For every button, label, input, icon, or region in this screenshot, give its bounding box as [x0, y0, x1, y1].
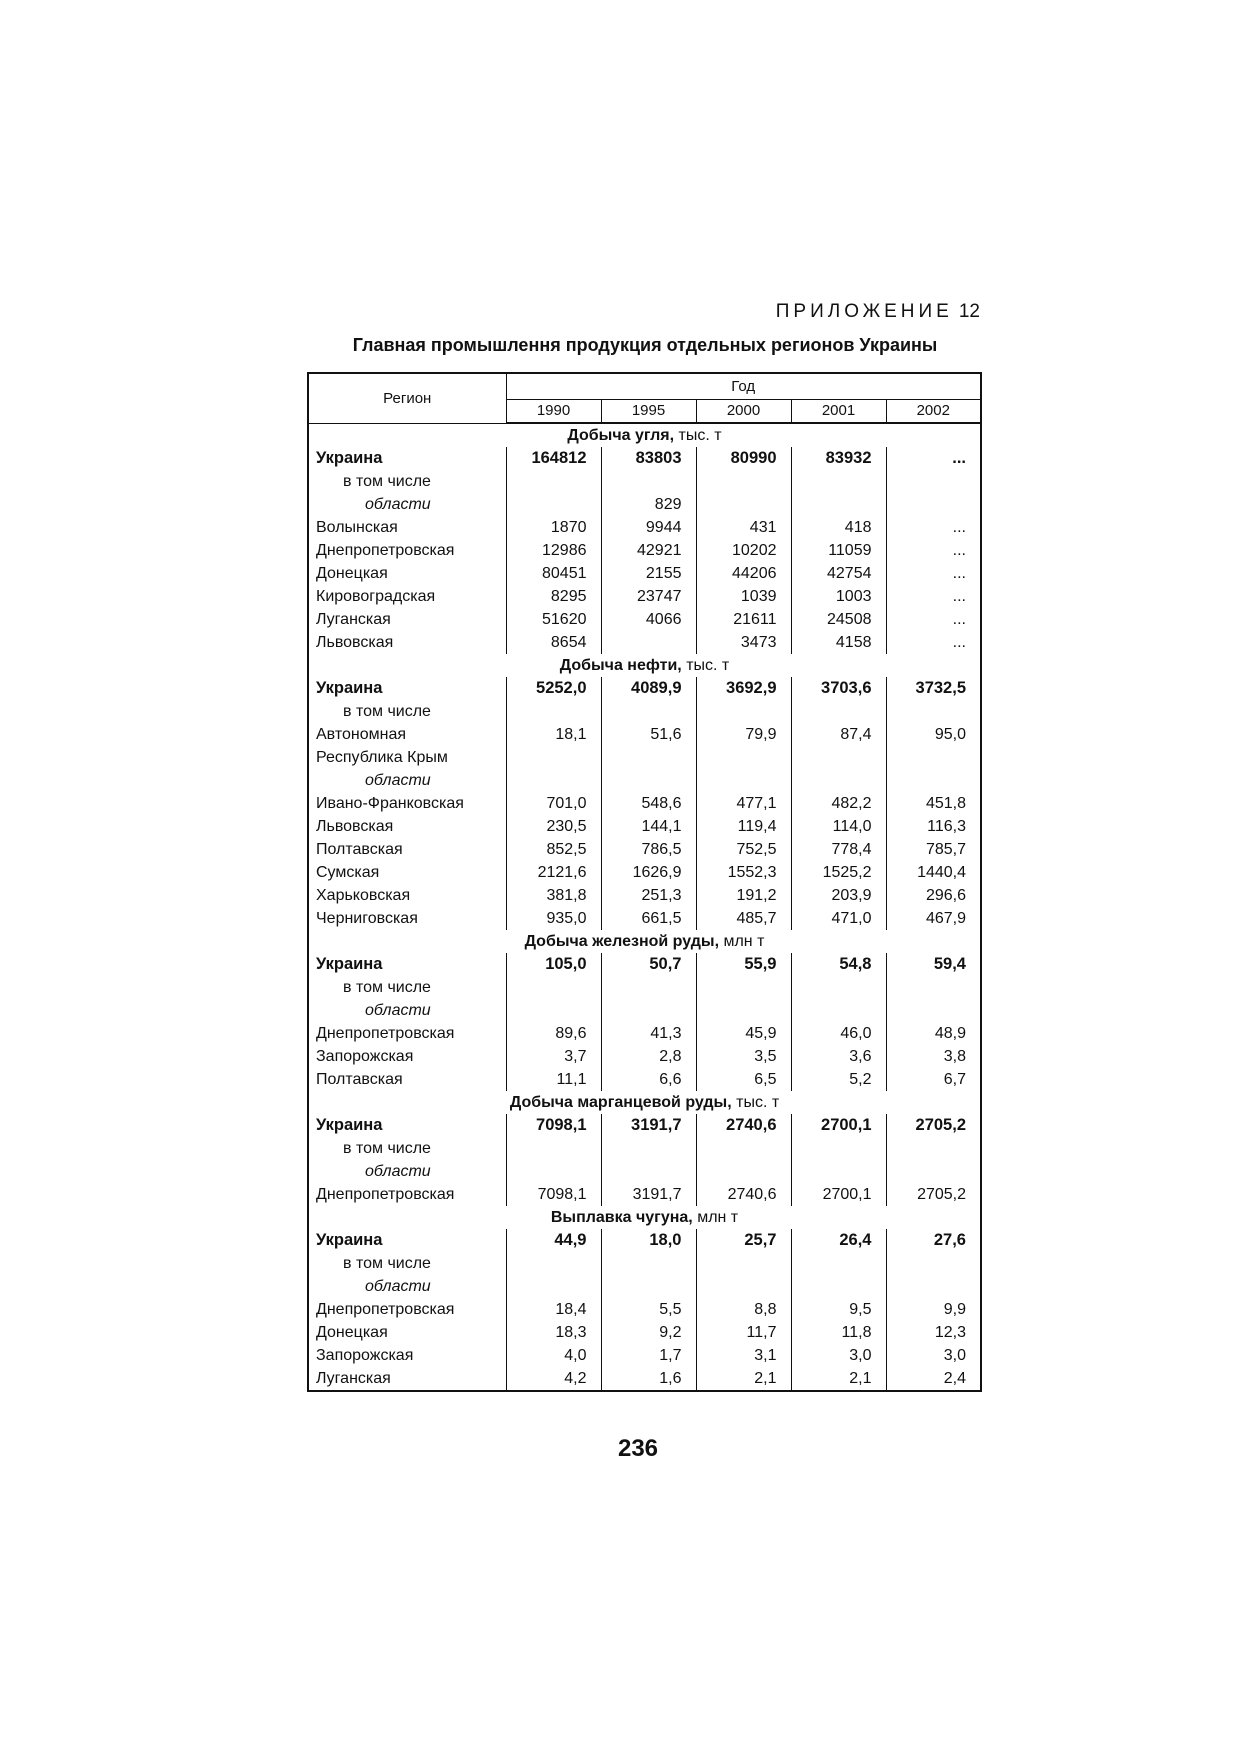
value-cell: 89,6 — [506, 1022, 601, 1045]
value-cell: 251,3 — [601, 884, 696, 907]
value-cell: 44,9 — [506, 1229, 601, 1252]
value-cell: 2,4 — [886, 1367, 981, 1391]
value-cell — [601, 1137, 696, 1160]
table-row — [308, 861, 981, 884]
table-row — [308, 1183, 981, 1206]
value-cell: 45,9 — [696, 1022, 791, 1045]
value-cell: 451,8 — [886, 792, 981, 815]
value-cell: ... — [886, 585, 981, 608]
region-cell: области — [308, 493, 506, 516]
region-cell: области — [308, 999, 506, 1022]
table-row — [308, 792, 981, 815]
value-cell: 46,0 — [791, 1022, 886, 1045]
value-cell: 1,7 — [601, 1344, 696, 1367]
value-cell — [791, 999, 886, 1022]
value-cell: 8295 — [506, 585, 601, 608]
table-row — [308, 1022, 981, 1045]
value-cell: 114,0 — [791, 815, 886, 838]
value-cell: 9,5 — [791, 1298, 886, 1321]
value-cell: 44206 — [696, 562, 791, 585]
table-row — [308, 884, 981, 907]
value-cell: ... — [886, 447, 981, 470]
value-cell: 2121,6 — [506, 861, 601, 884]
table-row — [308, 1229, 981, 1252]
region-cell: Харьковская — [308, 884, 506, 907]
value-cell: 12,3 — [886, 1321, 981, 1344]
value-cell: 4066 — [601, 608, 696, 631]
value-cell: 18,0 — [601, 1229, 696, 1252]
value-cell: 2740,6 — [696, 1114, 791, 1137]
value-cell: 21611 — [696, 608, 791, 631]
value-cell — [696, 746, 791, 769]
region-cell: Львовская — [308, 815, 506, 838]
table-row — [308, 1068, 981, 1091]
section-title: Добыча железной руды, — [524, 933, 720, 950]
region-cell: Донецкая — [308, 562, 506, 585]
year-header: 1990 — [506, 400, 601, 424]
value-cell: 51,6 — [601, 723, 696, 746]
value-cell: 1626,9 — [601, 861, 696, 884]
value-cell — [696, 1275, 791, 1298]
value-cell — [791, 1252, 886, 1275]
region-cell: Республика Крым — [308, 746, 506, 769]
value-cell — [791, 1137, 886, 1160]
section-heading — [308, 654, 981, 677]
value-cell: 778,4 — [791, 838, 886, 861]
table-row — [308, 1367, 981, 1391]
value-cell: 7098,1 — [506, 1183, 601, 1206]
value-cell: 2705,2 — [886, 1114, 981, 1137]
region-cell: Луганская — [308, 1367, 506, 1391]
value-cell — [791, 1160, 886, 1183]
region-cell: Днепропетровская — [308, 539, 506, 562]
value-cell: 2155 — [601, 562, 696, 585]
value-cell: 4,2 — [506, 1367, 601, 1391]
section-heading — [308, 423, 981, 447]
region-cell: Луганская — [308, 608, 506, 631]
value-cell: 12986 — [506, 539, 601, 562]
value-cell: 87,4 — [791, 723, 886, 746]
value-cell: 1,6 — [601, 1367, 696, 1391]
value-cell: 1440,4 — [886, 861, 981, 884]
value-cell: 9,2 — [601, 1321, 696, 1344]
value-cell: 4158 — [791, 631, 886, 654]
value-cell: 3,8 — [886, 1045, 981, 1068]
value-cell: 3,6 — [791, 1045, 886, 1068]
value-cell: 5,2 — [791, 1068, 886, 1091]
region-cell: области — [308, 1275, 506, 1298]
value-cell — [886, 1160, 981, 1183]
table-row — [308, 746, 981, 769]
value-cell — [886, 1137, 981, 1160]
table-row — [308, 953, 981, 976]
value-cell: 935,0 — [506, 907, 601, 930]
value-cell: 2,8 — [601, 1045, 696, 1068]
value-cell: 852,5 — [506, 838, 601, 861]
value-cell: 3473 — [696, 631, 791, 654]
region-column-header: Регион — [308, 373, 506, 423]
region-cell: Украина — [308, 1229, 506, 1252]
value-cell: 18,4 — [506, 1298, 601, 1321]
value-cell: 4,0 — [506, 1344, 601, 1367]
value-cell — [601, 999, 696, 1022]
region-cell: Днепропетровская — [308, 1022, 506, 1045]
region-cell: Украина — [308, 447, 506, 470]
value-cell — [886, 976, 981, 999]
value-cell: 485,7 — [696, 907, 791, 930]
table-row — [308, 1321, 981, 1344]
value-cell — [506, 1160, 601, 1183]
table-row — [308, 1344, 981, 1367]
table-row — [308, 539, 981, 562]
value-cell: 431 — [696, 516, 791, 539]
value-cell: 23747 — [601, 585, 696, 608]
value-cell: 4089,9 — [601, 677, 696, 700]
section-heading-row — [308, 654, 981, 677]
value-cell: 471,0 — [791, 907, 886, 930]
value-cell — [696, 700, 791, 723]
value-cell — [696, 999, 791, 1022]
value-cell: 1870 — [506, 516, 601, 539]
value-cell — [696, 470, 791, 493]
value-cell — [791, 769, 886, 792]
value-cell: 10202 — [696, 539, 791, 562]
section-unit: тыс. т — [686, 657, 730, 674]
value-cell — [506, 769, 601, 792]
region-cell: Днепропетровская — [308, 1298, 506, 1321]
section-title: Выплавка чугуна, — [550, 1209, 693, 1226]
value-cell: ... — [886, 608, 981, 631]
value-cell: 1003 — [791, 585, 886, 608]
region-cell: Сумская — [308, 861, 506, 884]
value-cell: 80990 — [696, 447, 791, 470]
value-cell: 661,5 — [601, 907, 696, 930]
value-cell: 24508 — [791, 608, 886, 631]
value-cell: 701,0 — [506, 792, 601, 815]
value-cell — [601, 1252, 696, 1275]
value-cell: 83932 — [791, 447, 886, 470]
value-cell: ... — [886, 539, 981, 562]
value-cell: ... — [886, 631, 981, 654]
value-cell — [506, 976, 601, 999]
header-row-top — [308, 373, 981, 400]
value-cell: ... — [886, 562, 981, 585]
year-group-header: Год — [506, 373, 981, 400]
value-cell — [601, 631, 696, 654]
table-row — [308, 976, 981, 999]
value-cell: 6,7 — [886, 1068, 981, 1091]
value-cell: 2705,2 — [886, 1183, 981, 1206]
table-row — [308, 585, 981, 608]
value-cell — [506, 700, 601, 723]
value-cell — [506, 470, 601, 493]
value-cell: 5252,0 — [506, 677, 601, 700]
value-cell — [791, 746, 886, 769]
value-cell — [886, 1275, 981, 1298]
table-body — [308, 423, 981, 1391]
region-cell: Автономная — [308, 723, 506, 746]
value-cell: 59,4 — [886, 953, 981, 976]
value-cell — [696, 769, 791, 792]
region-cell: Черниговская — [308, 907, 506, 930]
year-header: 2002 — [886, 400, 981, 424]
value-cell: 80451 — [506, 562, 601, 585]
value-cell: 752,5 — [696, 838, 791, 861]
value-cell: 6,6 — [601, 1068, 696, 1091]
table-row — [308, 470, 981, 493]
value-cell: 8654 — [506, 631, 601, 654]
section-heading — [308, 1091, 981, 1114]
value-cell — [886, 493, 981, 516]
value-cell: 548,6 — [601, 792, 696, 815]
section-heading-row — [308, 1091, 981, 1114]
appendix-label: ПРИЛОЖЕНИЕ — [775, 301, 953, 322]
production-table — [307, 372, 982, 1392]
table-title: Главная промышлення продукция отдельных регионов Украины — [352, 335, 938, 355]
value-cell: 95,0 — [886, 723, 981, 746]
value-cell: 829 — [601, 493, 696, 516]
value-cell — [886, 470, 981, 493]
value-cell — [601, 769, 696, 792]
value-cell — [791, 493, 886, 516]
table-row — [308, 516, 981, 539]
region-cell: Запорожская — [308, 1045, 506, 1068]
value-cell — [601, 976, 696, 999]
value-cell: 230,5 — [506, 815, 601, 838]
value-cell: 3703,6 — [791, 677, 886, 700]
region-cell: области — [308, 1160, 506, 1183]
region-cell: Днепропетровская — [308, 1183, 506, 1206]
region-cell: Львовская — [308, 631, 506, 654]
value-cell: 27,6 — [886, 1229, 981, 1252]
value-cell: 42754 — [791, 562, 886, 585]
region-cell: Волынская — [308, 516, 506, 539]
value-cell: 3,0 — [886, 1344, 981, 1367]
value-cell: 1552,3 — [696, 861, 791, 884]
value-cell: 786,5 — [601, 838, 696, 861]
table-row — [308, 1114, 981, 1137]
value-cell: 18,1 — [506, 723, 601, 746]
region-cell: Запорожская — [308, 1344, 506, 1367]
region-cell: Украина — [308, 677, 506, 700]
section-title: Добыча марганцевой руды, — [509, 1094, 732, 1111]
value-cell: 2,1 — [791, 1367, 886, 1391]
region-cell: в том числе — [308, 700, 506, 723]
value-cell — [886, 700, 981, 723]
value-cell: 191,2 — [696, 884, 791, 907]
value-cell — [601, 470, 696, 493]
value-cell: 7098,1 — [506, 1114, 601, 1137]
value-cell: 381,8 — [506, 884, 601, 907]
value-cell: ... — [886, 516, 981, 539]
value-cell: 5,5 — [601, 1298, 696, 1321]
value-cell — [886, 1252, 981, 1275]
value-cell: 9944 — [601, 516, 696, 539]
table-row — [308, 838, 981, 861]
section-heading — [308, 930, 981, 953]
table-row — [308, 1160, 981, 1183]
value-cell — [696, 976, 791, 999]
value-cell: 42921 — [601, 539, 696, 562]
value-cell: 3,0 — [791, 1344, 886, 1367]
section-unit: млн т — [723, 933, 765, 950]
value-cell — [791, 976, 886, 999]
table-row — [308, 1275, 981, 1298]
value-cell: 119,4 — [696, 815, 791, 838]
region-cell: области — [308, 769, 506, 792]
region-cell: в том числе — [308, 1137, 506, 1160]
value-cell: 11,8 — [791, 1321, 886, 1344]
section-heading-row — [308, 930, 981, 953]
value-cell — [791, 700, 886, 723]
value-cell — [886, 746, 981, 769]
value-cell: 11,1 — [506, 1068, 601, 1091]
value-cell: 418 — [791, 516, 886, 539]
value-cell: 2700,1 — [791, 1114, 886, 1137]
value-cell — [601, 700, 696, 723]
value-cell: 18,3 — [506, 1321, 601, 1344]
value-cell: 6,5 — [696, 1068, 791, 1091]
table-row — [308, 815, 981, 838]
appendix-number: 12 — [958, 301, 980, 322]
region-cell: в том числе — [308, 470, 506, 493]
value-cell — [886, 999, 981, 1022]
section-heading — [308, 1206, 981, 1229]
section-unit: тыс. т — [678, 427, 722, 444]
value-cell — [601, 1160, 696, 1183]
table-row — [308, 631, 981, 654]
value-cell: 3732,5 — [886, 677, 981, 700]
region-cell: Ивано-Франковская — [308, 792, 506, 815]
value-cell: 785,7 — [886, 838, 981, 861]
value-cell: 2700,1 — [791, 1183, 886, 1206]
value-cell: 482,2 — [791, 792, 886, 815]
year-header: 2000 — [696, 400, 791, 424]
value-cell — [696, 1160, 791, 1183]
value-cell — [791, 1275, 886, 1298]
value-cell: 9,9 — [886, 1298, 981, 1321]
page-number: 236 — [617, 1435, 659, 1462]
value-cell — [506, 493, 601, 516]
value-cell: 55,9 — [696, 953, 791, 976]
value-cell: 3,1 — [696, 1344, 791, 1367]
value-cell: 1525,2 — [791, 861, 886, 884]
region-cell: Полтавская — [308, 838, 506, 861]
section-heading-row — [308, 1206, 981, 1229]
value-cell: 467,9 — [886, 907, 981, 930]
year-header: 1995 — [601, 400, 696, 424]
section-unit: тыс. т — [736, 1094, 780, 1111]
value-cell: 83803 — [601, 447, 696, 470]
value-cell — [696, 1252, 791, 1275]
value-cell: 50,7 — [601, 953, 696, 976]
value-cell: 3,5 — [696, 1045, 791, 1068]
table-row — [308, 1298, 981, 1321]
table-row — [308, 493, 981, 516]
value-cell: 3191,7 — [601, 1183, 696, 1206]
value-cell: 2740,6 — [696, 1183, 791, 1206]
year-header: 2001 — [791, 400, 886, 424]
value-cell — [696, 1137, 791, 1160]
value-cell: 1039 — [696, 585, 791, 608]
value-cell: 41,3 — [601, 1022, 696, 1045]
value-cell — [506, 1252, 601, 1275]
region-cell: Украина — [308, 953, 506, 976]
table-row — [308, 700, 981, 723]
section-title: Добыча угля, — [567, 427, 675, 444]
appendix-heading — [776, 300, 980, 324]
region-cell: Донецкая — [308, 1321, 506, 1344]
section-unit: млн т — [697, 1209, 739, 1226]
section-title: Добыча нефти, — [559, 657, 682, 674]
table-row — [308, 1045, 981, 1068]
table-row — [308, 608, 981, 631]
value-cell: 25,7 — [696, 1229, 791, 1252]
region-cell: Украина — [308, 1114, 506, 1137]
value-cell — [506, 746, 601, 769]
table-row — [308, 677, 981, 700]
region-cell: в том числе — [308, 976, 506, 999]
value-cell: 54,8 — [791, 953, 886, 976]
value-cell: 477,1 — [696, 792, 791, 815]
value-cell — [791, 470, 886, 493]
value-cell: 79,9 — [696, 723, 791, 746]
value-cell: 116,3 — [886, 815, 981, 838]
value-cell: 3692,9 — [696, 677, 791, 700]
table-row — [308, 907, 981, 930]
value-cell — [506, 1137, 601, 1160]
value-cell: 51620 — [506, 608, 601, 631]
value-cell: 26,4 — [791, 1229, 886, 1252]
value-cell: 203,9 — [791, 884, 886, 907]
region-cell: в том числе — [308, 1252, 506, 1275]
region-cell: Кировоградская — [308, 585, 506, 608]
table-header — [308, 373, 981, 423]
table-row — [308, 723, 981, 746]
table-row — [308, 999, 981, 1022]
table-row — [308, 1137, 981, 1160]
value-cell: 3191,7 — [601, 1114, 696, 1137]
value-cell — [696, 493, 791, 516]
value-cell: 164812 — [506, 447, 601, 470]
value-cell: 105,0 — [506, 953, 601, 976]
region-cell: Полтавская — [308, 1068, 506, 1091]
value-cell: 11,7 — [696, 1321, 791, 1344]
value-cell: 11059 — [791, 539, 886, 562]
table-row — [308, 1252, 981, 1275]
value-cell: 8,8 — [696, 1298, 791, 1321]
table-row — [308, 562, 981, 585]
value-cell — [506, 1275, 601, 1298]
value-cell — [601, 1275, 696, 1298]
value-cell: 144,1 — [601, 815, 696, 838]
table-row — [308, 447, 981, 470]
value-cell: 296,6 — [886, 884, 981, 907]
value-cell — [886, 769, 981, 792]
section-heading-row — [308, 423, 981, 447]
value-cell: 2,1 — [696, 1367, 791, 1391]
value-cell: 3,7 — [506, 1045, 601, 1068]
table-row — [308, 769, 981, 792]
value-cell — [506, 999, 601, 1022]
value-cell: 48,9 — [886, 1022, 981, 1045]
value-cell — [601, 746, 696, 769]
